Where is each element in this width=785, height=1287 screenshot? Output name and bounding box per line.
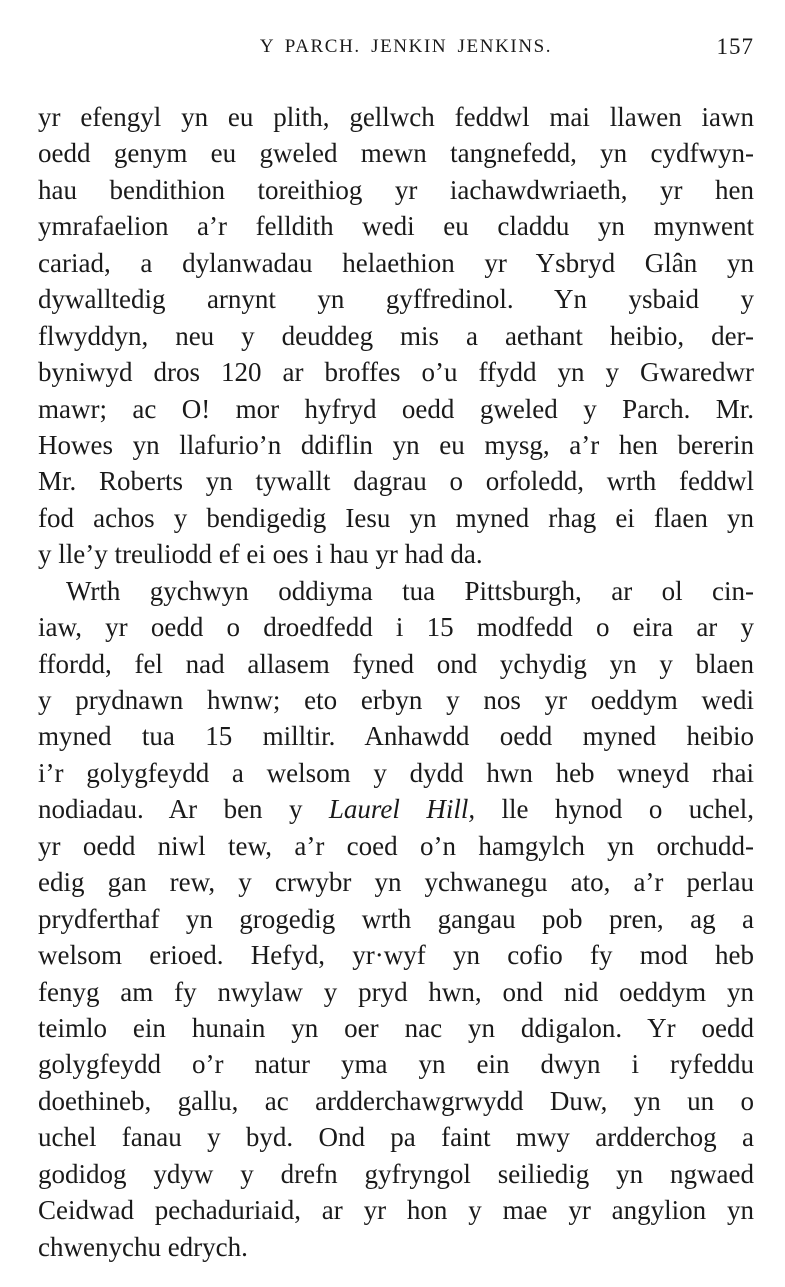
- text-line: dywalltedig arnynt yn gyffredinol. Yn ysbaid y: [38, 284, 754, 315]
- text-line: oedd genym eu gweled mewn tangnefedd, yn cydfwyn-: [38, 138, 754, 169]
- text-line: Mr. Roberts yn tywallt dagrau o orfoledd, wrth feddwl: [38, 466, 754, 497]
- text-line: myned tua 15 milltir. Anhawdd oedd myned heibio: [38, 721, 754, 752]
- text-line: chwenychu edrych.: [38, 1231, 248, 1262]
- text-line: fod achos y bendigedig Iesu yn myned rhag ei flaen yn: [38, 502, 754, 533]
- text-line: Wrth gychwyn oddiyma tua Pittsburgh, ar ol cin-: [66, 575, 754, 606]
- text-line: Ceidwad pechaduriaid, ar yr hon y mae yr angylion yn: [38, 1195, 754, 1226]
- text-line: golygfeydd o’r natur yma yn ein dwyn i ryfeddu: [38, 1049, 754, 1080]
- text-run: lle hynod o uchel,: [475, 794, 754, 825]
- italic-place-name: Laurel Hill,: [328, 794, 476, 825]
- text-line: hau bendithion toreithiog yr iachawdwriaeth, yr hen: [38, 174, 754, 205]
- page-number: 157: [716, 34, 754, 59]
- text-line: yr efengyl yn eu plith, gellwch feddwl mai llawen iawn: [38, 102, 754, 132]
- text-line: byniwyd dros 120 ar broffes o’u ffydd yn y Gwaredwr: [38, 357, 754, 388]
- text-line: godidog ydyw y drefn gyfryngol seiliedig yn ngwaed: [38, 1158, 754, 1189]
- text-line: fenyg am fy nwylaw y pryd hwn, ond nid oeddym yn: [38, 976, 754, 1007]
- paragraph-1: [38, 99, 754, 573]
- text-line: ymrafaelion a’r felldith wedi eu claddu yn mynwent: [38, 211, 754, 242]
- text-line: y lle’y treuliodd ef ei oes i hau yr had da.: [38, 539, 483, 570]
- text-line-with-italic: [38, 791, 754, 827]
- text-line: teimlo ein hunain yn oer nac yn ddigalon. Yr oedd: [38, 1012, 754, 1043]
- text-line: yr oedd niwl tew, a’r coed o’n hamgylch yn orchudd-: [38, 830, 754, 861]
- running-header: [38, 36, 754, 70]
- text-line: doethineb, gallu, ac ardderchawgrwydd Duw, yn un o: [38, 1085, 754, 1116]
- text-line: iaw, yr oedd o droedfedd i 15 modfedd o eira ar y: [38, 612, 754, 643]
- body-text: [38, 99, 754, 1265]
- text-line: prydferthaf yn grogedig wrth gangau pob pren, ag a: [38, 903, 754, 934]
- text-line: Howes yn llafurio’n ddiflin yn eu mysg, a’r hen bererin: [38, 429, 754, 460]
- running-title: Y PARCH. JENKIN JENKINS.: [259, 36, 553, 57]
- paragraph-2: [38, 573, 754, 1265]
- text-line: y prydnawn hwnw; eto erbyn y nos yr oeddym wedi: [38, 685, 754, 715]
- text-line: uchel fanau y byd. Ond pa faint mwy ardderchog a: [38, 1122, 754, 1153]
- text-run: nodiadau. Ar ben y: [38, 794, 329, 825]
- text-line: ffordd, fel nad allasem fyned ond ychydig yn y blaen: [38, 648, 754, 679]
- text-line: flwyddyn, neu y deuddeg mis a aethant heibio, der-: [38, 320, 754, 351]
- text-line: i’r golygfeydd a welsom y dydd hwn heb wneyd rhai: [38, 757, 754, 788]
- text-line: welsom erioed. Hefyd, yr·wyf yn cofio fy mod heb: [38, 940, 754, 971]
- text-line: cariad, a dylanwadau helaethion yr Ysbryd Glân yn: [38, 247, 754, 278]
- text-line: mawr; ac O! mor hyfryd oedd gweled y Parch. Mr.: [38, 393, 754, 424]
- text-line: edig gan rew, y crwybr yn ychwanegu ato, a’r perlau: [38, 867, 754, 898]
